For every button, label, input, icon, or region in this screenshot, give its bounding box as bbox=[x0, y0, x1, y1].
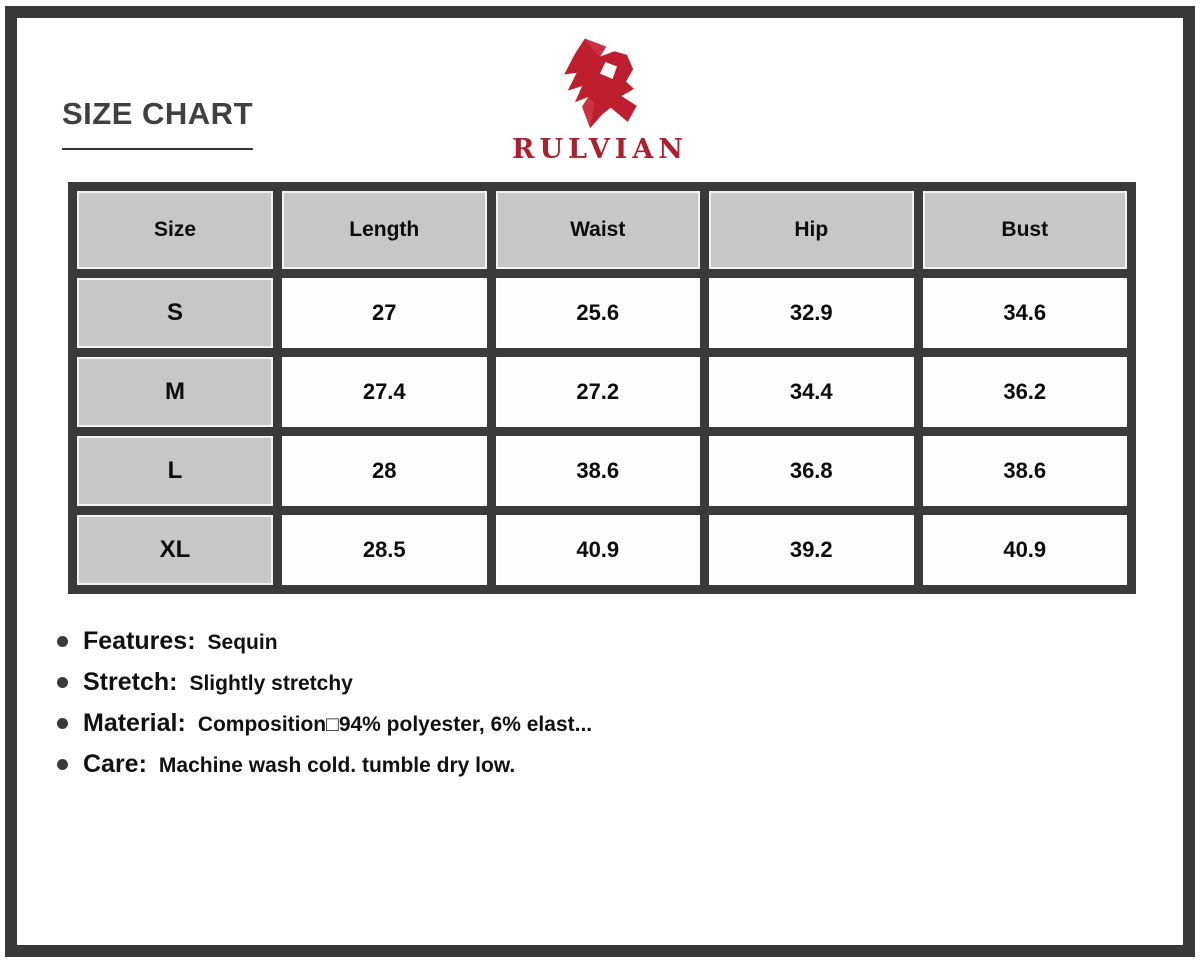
bullet-icon bbox=[57, 759, 68, 770]
spec-item-material bbox=[57, 709, 592, 738]
bullet-icon bbox=[57, 677, 68, 688]
column-header-waist: Waist bbox=[496, 191, 701, 269]
spec-value: Slightly stretchy bbox=[189, 672, 353, 695]
cell-xl-hip: 39.2 bbox=[709, 515, 914, 585]
rulvian-r-logo-icon bbox=[555, 36, 645, 130]
cell-m-length: 27.4 bbox=[282, 357, 487, 427]
page-title: SIZE CHART bbox=[62, 96, 253, 131]
spec-label: Material: bbox=[83, 709, 186, 737]
size-table bbox=[68, 182, 1136, 594]
cell-s-length: 27 bbox=[282, 278, 487, 348]
column-header-size: Size bbox=[77, 191, 273, 269]
spec-value: Machine wash cold. tumble dry low. bbox=[158, 754, 516, 777]
cell-xl-waist: 40.9 bbox=[496, 515, 701, 585]
cell-l-length: 28 bbox=[282, 436, 487, 506]
row-header-l: L bbox=[77, 436, 273, 506]
bullet-icon bbox=[57, 636, 68, 647]
spec-label: Care: bbox=[83, 750, 147, 778]
spec-label: Features: bbox=[83, 627, 196, 655]
spec-item-features bbox=[57, 627, 592, 656]
cell-l-hip: 36.8 bbox=[709, 436, 914, 506]
spec-value: Composition□94% polyester, 6% elast... bbox=[197, 713, 593, 736]
spec-label: Stretch: bbox=[83, 668, 178, 696]
cell-xl-bust: 40.9 bbox=[923, 515, 1128, 585]
cell-m-bust: 36.2 bbox=[923, 357, 1128, 427]
cell-m-waist: 27.2 bbox=[496, 357, 701, 427]
row-header-xl: XL bbox=[77, 515, 273, 585]
row-header-m: M bbox=[77, 357, 273, 427]
brand-block bbox=[450, 36, 750, 165]
title-underline bbox=[62, 148, 253, 150]
bullet-icon bbox=[57, 718, 68, 729]
cell-xl-length: 28.5 bbox=[282, 515, 487, 585]
brand-name: RULVIAN bbox=[512, 134, 688, 165]
spec-item-care bbox=[57, 750, 592, 779]
cell-l-waist: 38.6 bbox=[496, 436, 701, 506]
cell-s-hip: 32.9 bbox=[709, 278, 914, 348]
column-header-hip: Hip bbox=[709, 191, 914, 269]
column-header-length: Length bbox=[282, 191, 487, 269]
column-header-bust: Bust bbox=[923, 191, 1128, 269]
row-header-s: S bbox=[77, 278, 273, 348]
title-block bbox=[62, 96, 253, 150]
spec-item-stretch bbox=[57, 668, 592, 697]
cell-m-hip: 34.4 bbox=[709, 357, 914, 427]
cell-s-waist: 25.6 bbox=[496, 278, 701, 348]
cell-l-bust: 38.6 bbox=[923, 436, 1128, 506]
product-specs-list bbox=[57, 627, 592, 791]
cell-s-bust: 34.6 bbox=[923, 278, 1128, 348]
spec-value: Sequin bbox=[207, 631, 278, 654]
